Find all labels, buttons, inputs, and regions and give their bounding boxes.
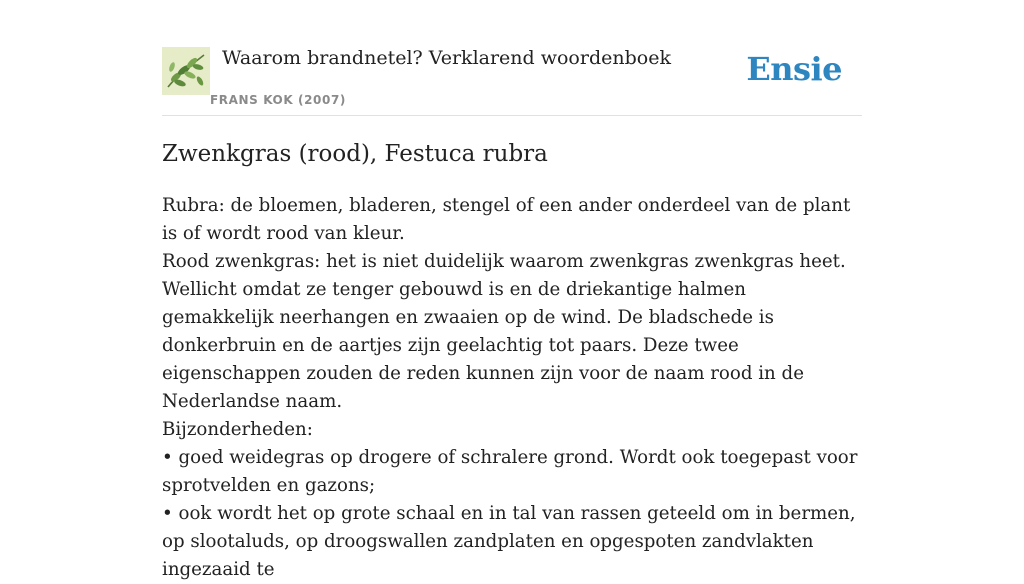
book-avatar[interactable] [162, 47, 210, 95]
header [162, 0, 862, 116]
page [162, 0, 862, 580]
brand-logo[interactable]: Ensie [746, 50, 842, 88]
leaf-illustration-icon [162, 47, 210, 95]
entry-body: Rubra: de bloemen, bladeren, stengel of een ander onderdeel van de plant is of wordt rood van kleur. Rood zwenkgras: het is niet duidelijk waarom zwenkgras zwenkgras heet. Wellicht omdat ze tenger gebouwd is en de driekantige halmen gemakkelijk neerhangen en zwaaien op de wind. De bladschede is donkerbruin en de aartjes zijn geelachtig tot paars. Deze twee eigenschappen zouden de reden kunnen zijn voor de naam rood in de Nederlandse naam. Bijzonderheden: • goed weidegras op drogere of schralere grond. Wordt ook toegepast voor sprotvelden en gazons; • ook wordt het op grote schaal en in tal van rassen geteeld om in bermen, op slootaluds, op droogswallen zandplaten en opgespoten zandvlakten ingezaaid te [162, 195, 858, 580]
entry-title: Zwenkgras (rood), Festuca rubra [162, 141, 548, 167]
author-byline: FRANS KOK (2007) [210, 93, 346, 107]
book-title[interactable]: Waarom brandnetel? Verklarend woordenboek [222, 47, 671, 69]
